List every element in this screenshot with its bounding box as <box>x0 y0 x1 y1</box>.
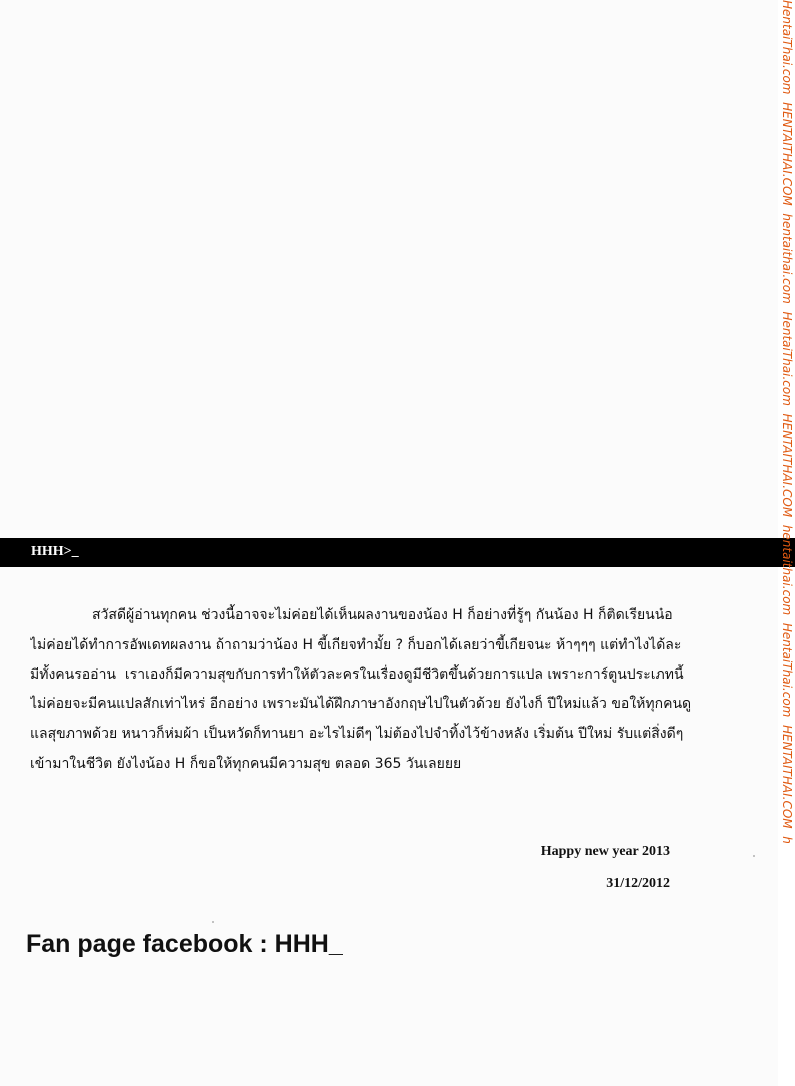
signature-date: 31/12/2012 <box>606 876 670 891</box>
message-line: แลสุขภาพด้วย หนาวก็ห่มผ้า เป็นหวัดก็ทานยา อะไรไม่ดีๆ ไม่ต้องไปจำทิ้งไว้ข้างหลัง เริ่มต้น ปีใหม่ รับแต่สิ่งดีๆ <box>30 726 684 743</box>
message-line: ไม่ค่อยได้ทำการอัพเดทผลงาน ถ้าถามว่าน้อง H ขี้เกียจทำมั้ย ? ก็บอกได้เลยว่าขี้เกียจนะ ห้าๆๆๆ แต่ทำไงได้ละ <box>30 636 682 653</box>
site-watermark: HentaiThai.com HENTAITHAI.COM hentaithai.com HentaiThai.com HENTAITHAI.COM hentaithai.com HentaiThai.com HENTAITHAI.COM h <box>780 0 794 844</box>
header-bar <box>0 538 795 567</box>
speck <box>753 855 755 857</box>
watermark-strip <box>778 0 795 1086</box>
greeting-message <box>30 601 720 780</box>
message-line: สวัสดีผู้อ่านทุกคน ช่วงนี้อาจจะไม่ค่อยได้เห็นผลงานของน้อง H ก็อย่างที่รู้ๆ กันน้อง H ก็ติดเรียนน๋อ <box>92 607 673 623</box>
message-line: เข้ามาในชีวิต ยังไงน้อง H ก็ขอให้ทุกคนมีความสุข ตลอด 365 วันเลยยย <box>30 755 462 772</box>
new-year-greeting: Happy new year 2013 <box>540 844 670 859</box>
message-line: มีทั้งคนรออ่าน เราเองก็มีความสุขกับการทำให้ตัวละครในเรื่องดูมีชีวิตขึ้นด้วยการแปล เพราะการ์ตูนประเภทนี้ <box>30 666 684 683</box>
header-label: HHH>_ <box>31 544 79 559</box>
speck <box>212 921 214 923</box>
fanpage-label: Fan page facebook : HHH_ <box>26 930 343 958</box>
message-line: ไม่ค่อยจะมีคนแปลสักเท่าไหร่ อีกอย่าง เพราะมันได้ฝึกภาษาอังกฤษไปในตัวด้วย ยังไงก็ ปีใหม่แล้ว ขอให้ทุกคนดู <box>30 696 692 713</box>
